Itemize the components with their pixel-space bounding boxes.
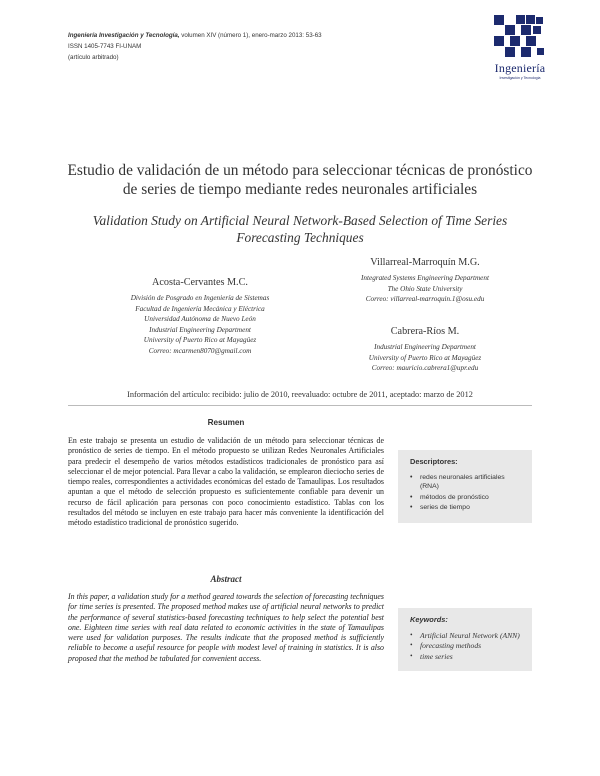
author-block xyxy=(95,276,305,356)
list-item: • Artificial Neural Network (ANN) xyxy=(410,631,522,640)
keywords-box xyxy=(398,608,532,671)
article-type: (artículo arbitrado) xyxy=(68,54,119,61)
author-name: Acosta-Cervantes M.C. xyxy=(152,277,248,288)
affiliation-line: División de Posgrado en Ingeniería de Sistemas xyxy=(130,294,270,302)
affiliation-line: Industrial Engineering Department xyxy=(149,325,251,334)
logo-subtitle: Investigación y Tecnología xyxy=(499,76,541,80)
keywords-heading: Keywords: xyxy=(410,615,448,624)
title-english: Validation Study on Artificial Neural Network-Based Selection of Time Series Forecasting Techniques xyxy=(92,213,508,245)
journal-header xyxy=(68,30,322,63)
author-name: Villarreal-Marroquín M.G. xyxy=(370,257,480,268)
affiliation-line: Integrated Systems Engineering Department xyxy=(361,274,489,282)
journal-name: Ingeniería Investigación y Tecnología, xyxy=(68,32,180,39)
title-spanish: Estudio de validación de un método para seleccionar técnicas de pronóstico de series de tiempo mediante redes neuronales artificiales xyxy=(67,162,533,198)
citation-line xyxy=(68,30,322,41)
divider xyxy=(68,405,532,406)
affiliation-line: Universidad Autónoma de Nuevo León xyxy=(144,315,256,323)
journal-logo xyxy=(490,14,550,80)
list-item: • series de tiempo xyxy=(410,503,522,512)
affiliation-line: The Ohio State University xyxy=(387,284,463,293)
author-email: Correo: mcarmen8070@gmail.com xyxy=(148,346,252,355)
article-info: Información del artículo: recibido: julio de 2010, reevaluado: octubre de 2011, aceptado: marzo de 2012 xyxy=(127,390,473,399)
keywords-list xyxy=(410,631,522,661)
resumen-text: En este trabajo se presenta un estudio de validación de un método para seleccionar técnicas de pronóstico de series de tiempo. En el método propuesto se utilizan Redes Neuronales Artificiales para predecir el desempeño de varios métodos estadísticos tradicionales de pronóstico para así seleccionar el de mejor potencial. Para llevar a cabo la validación, se emplearon dieciocho series de tiempo reales, correspondientes a actividades económicas del estado de Tamaulipas. Los resultados apuntan a que el método de selección propuesto es suficientemente confiable para devenir un recurso de fácil aplicación para personas con poco conocimiento estadístico. Tablas con los resultados del método se incluyen en este trabajo para hacer más conveniente la identificación del método estadístico tradicional de pronóstico sugerido. xyxy=(68,436,384,528)
list-item: • métodos de pronóstico xyxy=(410,493,522,502)
affiliation-line: Industrial Engineering Department xyxy=(374,343,476,351)
affiliation-line: University of Puerto Rico at Mayagüez xyxy=(368,353,482,362)
issn: ISSN 1405-7743 FI-UNAM xyxy=(68,43,142,50)
journal-volume: volumen XIV (número 1), enero-marzo 2013: 53-63 xyxy=(179,32,322,39)
affiliation-line: Facultad de Ingeniería Mecánica y Eléctrica xyxy=(135,304,265,313)
abstract-text: In this paper, a validation study for a method geared towards the selection of forecasting techniques for time series is presented. The proposed method makes use of artificial neural networks to predict the performance of several statistics-based forecasting techniques to help select the potential best one. Eighteen time series with real data related to economic activities in the state of Tamaulipas were used for validation purposes. The results indicate that the proposed method is sufficiently reliable to become a useful resource for people with modest level of training in statistics. It is also proposed that the method be tabulated for convenient access. xyxy=(68,592,384,663)
descriptores-heading: Descriptores: xyxy=(410,457,458,466)
descriptores-box xyxy=(398,450,532,523)
author-block xyxy=(320,325,530,374)
author-name: Cabrera-Ríos M. xyxy=(390,326,460,337)
author-email: Correo: villarreal-marroquin.1@osu.edu xyxy=(365,295,485,303)
author-block xyxy=(320,256,530,305)
author-email: Correo: mauricio.cabrera1@upr.edu xyxy=(371,364,479,372)
logo-mark-icon xyxy=(490,14,550,60)
affiliation-line: University of Puerto Rico at Mayagüez xyxy=(143,336,257,344)
logo-name: Ingeniería xyxy=(494,61,546,75)
abstract-heading: Abstract xyxy=(210,574,242,584)
list-item: • redes neuronales artificiales (RNA) xyxy=(410,473,522,492)
list-item: • forecasting methods xyxy=(410,641,522,650)
descriptores-list xyxy=(410,473,522,513)
list-item: • time series xyxy=(410,652,522,661)
resumen-heading: Resumen xyxy=(207,418,245,427)
